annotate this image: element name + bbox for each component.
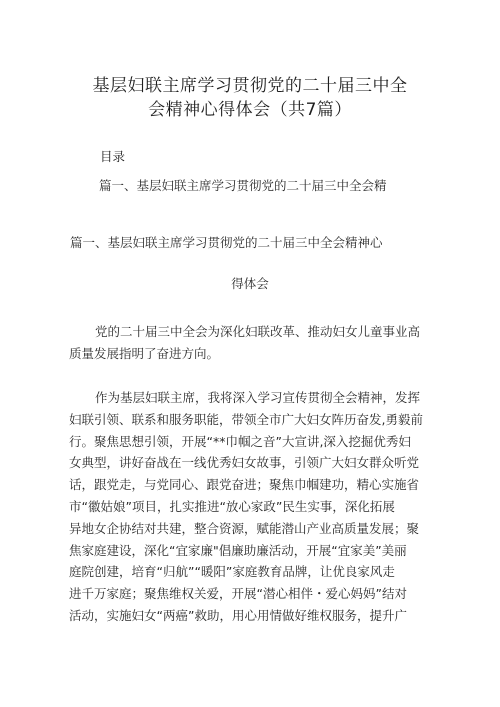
paragraph-line: 进千万家庭；聚焦维权关爱，开展“潜心相伴・爱心妈妈”结对	[69, 586, 407, 602]
paragraph-line: 质量发展指明了奋进方向。	[69, 345, 220, 361]
section-heading-continued: 得体会	[231, 276, 269, 291]
paragraph-line: 活动，实施妇女“两癌”救助，用心用情做好维权服务，提升广	[69, 607, 407, 623]
paragraph-line: 焦家庭建设，深化“宜家廉"倡廉助廉活动，开展“宜家美”美丽	[69, 542, 407, 558]
paragraph-line: 话，跟党走，与党同心、跟党奋进；聚焦巾帼建功，精心实施省	[69, 477, 420, 493]
paragraph-line: 作为基层妇联主席，我将深入学习宣传贯彻全会精神，发挥	[95, 390, 421, 405]
title-line: 会精神心得体会（共7篇）	[148, 100, 352, 120]
paragraph-line: 妇联引领、联系和服务职能，带领全市广大妇女阵历奋发,勇毅前	[69, 411, 423, 427]
title-line: 基层妇联主席学习贯彻党的二十届三中全	[92, 76, 408, 96]
paragraph-line: 女典型，讲好奋战在一线优秀妇女故事，引领广大妇女群众听党	[69, 455, 420, 471]
section-heading: 篇一、基层妇联主席学习贯彻党的二十届三中全会精神心	[70, 235, 383, 250]
toc-item[interactable]: 篇一、基层妇联主席学习贯彻党的二十届三中全会精	[99, 178, 387, 193]
paragraph-line: 异地女企协结对共建，整合资源，赋能潜山产业高质量发展；聚	[69, 520, 420, 536]
paragraph-line: 庭院创建，培育“归航”“暖阳”家庭教育品牌，让优良家风走	[69, 564, 395, 580]
toc-heading: 目录	[100, 149, 126, 164]
paragraph	[69, 387, 435, 627]
paragraph-line: 市“徽姑娘”项目，扎实推进“放心家政”民生实事，深化拓展	[69, 498, 395, 514]
paragraph-line: 党的二十届三中全会为深化妇联改革、推动妇女儿童事业高	[95, 324, 421, 339]
paragraph	[69, 321, 435, 365]
document-title	[60, 74, 440, 122]
paragraph-line: 行。聚焦思想引领，开展“**巾帼之音”大宣讲,深入挖掘优秀妇	[69, 433, 411, 449]
